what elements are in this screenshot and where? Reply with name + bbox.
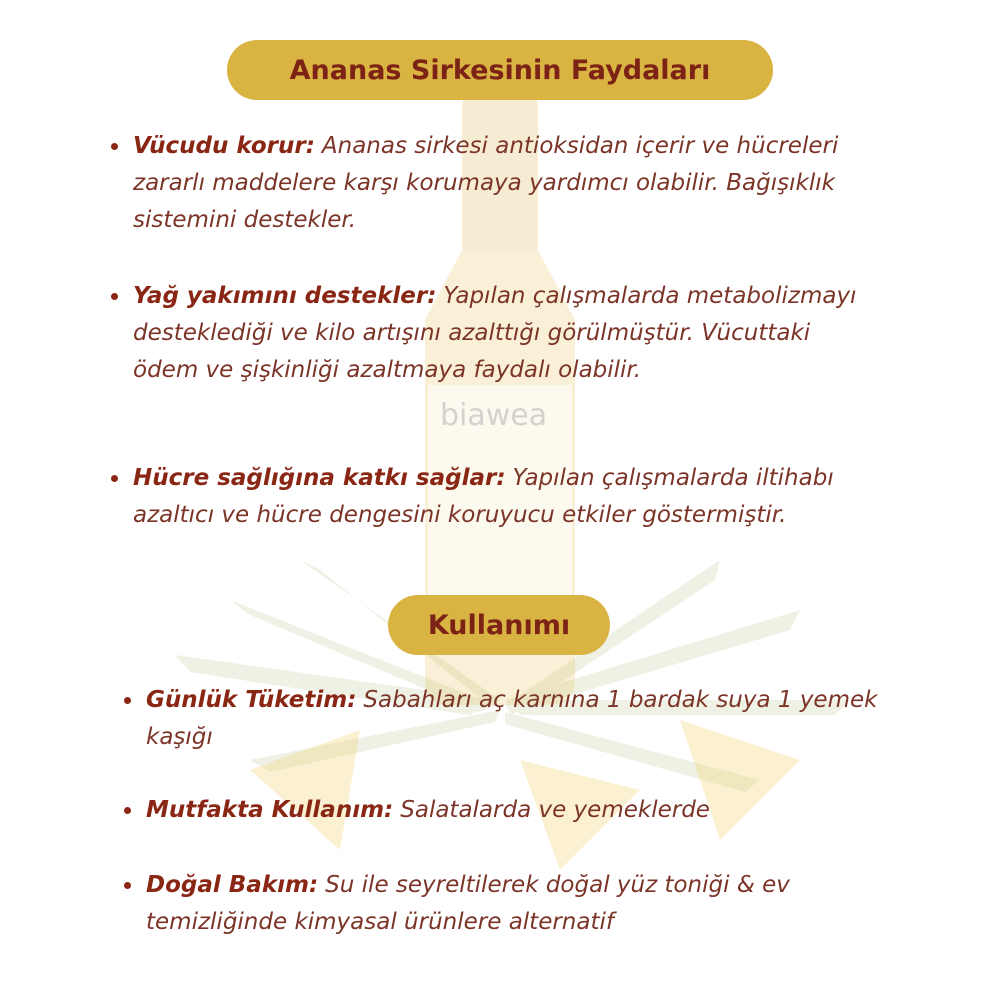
item-text: Yapılan çalışmalarda metabolizmayı desteklediği ve kilo artışını azalttığı görülmüştür. Vücuttaki ödem ve şişkinliği azaltmaya faydalı olabilir. [133, 283, 857, 383]
bullet [111, 143, 118, 150]
item-label: Mutfakta Kullanım: [146, 797, 394, 823]
bullet [124, 697, 131, 704]
list-item [133, 278, 873, 389]
benefits-heading [227, 40, 773, 100]
usage-heading [388, 595, 610, 655]
item-label: Vücudu korur: [133, 133, 315, 159]
bullet [111, 293, 118, 300]
bullet [124, 807, 131, 814]
item-label: Hücre sağlığına katkı sağlar: [133, 465, 506, 491]
item-text: Yapılan çalışmalarda iltihabı azaltıcı ve hücre dengesini koruyucu etkiler göstermiştir. [133, 465, 834, 528]
item-label: Günlük Tüketim: [146, 687, 357, 713]
item-text: Ananas sirkesi antioksidan içerir ve hücreleri zararlı maddelere karşı korumaya yardımcı olabilir. Bağışıklık sistemini destekler. [133, 133, 839, 233]
item-text: Sabahları aç karnına 1 bardak suya 1 yemek kaşığı [146, 687, 878, 750]
item-text: Salatalarda ve yemeklerde [400, 797, 710, 823]
list-item [133, 128, 873, 239]
bullet [124, 882, 131, 889]
item-label: Yağ yakımını destekler: [133, 283, 437, 309]
benefits-title: Ananas Sirkesinin Faydaları [289, 54, 711, 86]
item-text: Su ile seyreltilerek doğal yüz toniği & ev temizliğinde kimyasal ürünlere alternatif [146, 872, 790, 935]
logo: biawea [440, 398, 548, 433]
usage-title: Kullanımı [427, 609, 571, 641]
list-item [146, 682, 916, 756]
list-item [146, 867, 916, 941]
list-item [133, 460, 873, 534]
bullet [111, 475, 118, 482]
item-label: Doğal Bakım: [146, 872, 319, 898]
list-item [146, 792, 916, 829]
